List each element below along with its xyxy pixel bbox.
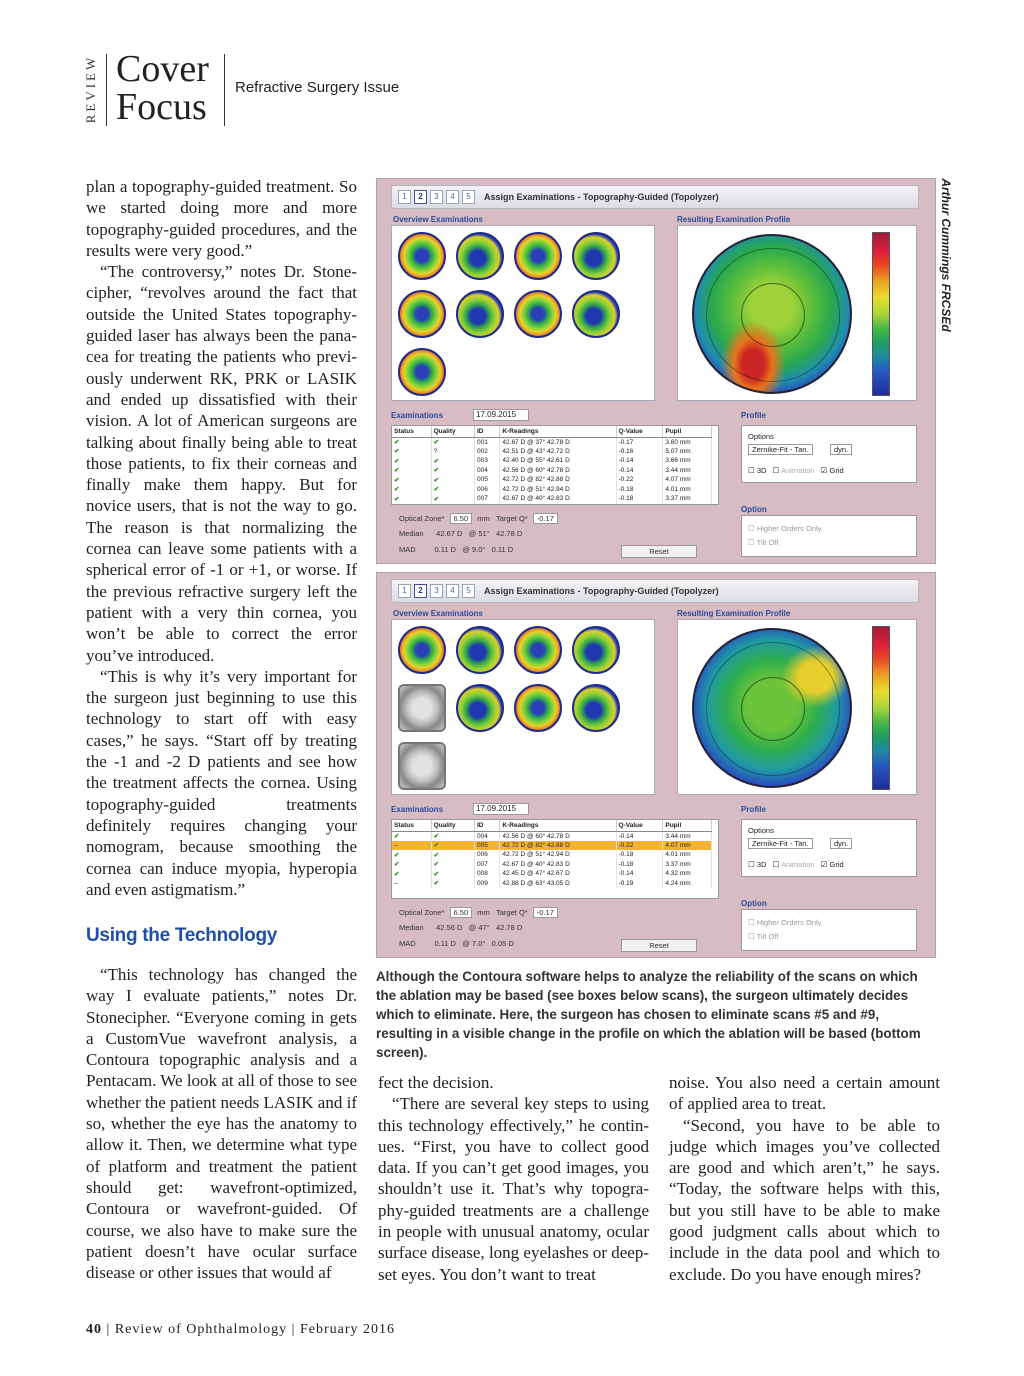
table-cell: 004 [474, 831, 499, 841]
figure-caption: Although the Contoura software helps to analyze the reliability of the scans on which the ablation may be based (see boxes below scans), the surgeon ultimately decides which to eliminate. Here, the surgeon has chosen to eliminate scans #5 and #9, resulting in a visible change in the profile on which the ablation will be based (bottom screen). [376, 969, 921, 1060]
profile-options: Options Zernike-Fit - Tan. dyn. ☐ 3D ☐ Animation ☑ Grid [741, 819, 917, 877]
step-button: 2 [414, 584, 427, 598]
table-cell: 4.07 mm [663, 841, 712, 851]
exam-thumbnail [514, 684, 562, 732]
overview-examinations [391, 619, 655, 795]
mad-axis: @ 9.0° [462, 545, 486, 554]
table-cell: ✔ [431, 841, 474, 851]
table-cell: 003 [474, 456, 499, 466]
table-cell: ✔ [431, 437, 474, 447]
median-label: Median [399, 923, 424, 932]
table-cell: 42.56 D @ 60° 42.78 D [500, 831, 616, 841]
exam-thumbnail [572, 684, 620, 732]
table-cell: -0.14 [616, 831, 663, 841]
table-cell: 006 [474, 485, 499, 495]
option-section-label: Option [741, 505, 767, 514]
examination-profile [677, 225, 917, 401]
table-row [392, 437, 712, 447]
table-cell: 3.37 mm [663, 860, 712, 870]
paragraph: “There are several key steps to using this technology effectively,” he continues. “First, you have to collect good data. If you can’t get good images, you shouldn’t use it. That’s why topography-guided treatments are a challenge in people with unusual anatomy, ocular surface disease, long eyelashes or deep-set eyes. You don’t want to treat [378, 1094, 649, 1284]
step-button: 5 [462, 190, 475, 204]
issue-date: February 2016 [299, 1322, 395, 1337]
publication-name: Review of Ophthalmology [114, 1322, 288, 1337]
section-label: REVIEW [83, 54, 98, 124]
table-cell: ✔ [392, 831, 431, 841]
median-value: 42.78 D [495, 529, 523, 538]
table-cell: 4.32 mm [663, 869, 712, 879]
left-column-text [86, 176, 357, 900]
table-cell: 4.01 mm [663, 850, 712, 860]
table-cell: ✔ [431, 494, 474, 504]
mad-value: 0.11 D [434, 939, 456, 948]
paragraph: “Second, you have to be able to judge which images you’ve collected are good and which aren’t,” he says. “Today, the software helps with this, but you still have to be able to make good judgment calls about which to include in the data pool and which to exclude. Do you have enough mires? [669, 1115, 940, 1284]
table-cell: 42.51 D @ 43° 42.72 D [500, 447, 616, 457]
table-cell: 4.24 mm [663, 879, 712, 889]
dyn-select: dyn. [830, 838, 852, 849]
overview-label: Overview Examinations [393, 609, 483, 618]
table-row [392, 466, 712, 476]
checkbox-higher-orders: Higher Orders Only [756, 524, 822, 533]
column-header: ID [474, 426, 499, 437]
overview-label: Overview Examinations [393, 215, 483, 224]
table-cell: -0.17 [616, 437, 663, 447]
photo-credit: Arthur Cummings FRCSEd [939, 178, 953, 332]
exam-thumbnail [398, 626, 446, 674]
reset-button: Reset [621, 939, 697, 952]
exam-thumbnail [456, 290, 504, 338]
table-row [392, 485, 712, 495]
table-row [392, 841, 712, 851]
table-cell: -0.18 [616, 860, 663, 870]
mad-value: 0.11 D [491, 545, 514, 554]
paragraph: noise. You also need a certain amount of applied area to treat. [669, 1073, 940, 1114]
software-screenshot-top [376, 178, 936, 564]
table-cell: 006 [474, 850, 499, 860]
column-header: Pupil [663, 426, 712, 437]
profile-label: Resulting Examination Profile [677, 609, 791, 618]
table-cell: 3.37 mm [663, 494, 712, 504]
table-cell: – [392, 879, 431, 889]
table-cell: 3.44 mm [663, 466, 712, 476]
option-section-label: Option [741, 899, 767, 908]
table-cell: 008 [474, 869, 499, 879]
column-header: Quality [431, 820, 474, 831]
color-scale [872, 232, 890, 396]
table-row [392, 831, 712, 841]
optical-zone-panel [391, 511, 719, 559]
table-row [392, 869, 712, 879]
exam-thumbnail [514, 232, 562, 280]
column-header: K-Readings [500, 820, 616, 831]
median-label: Median [399, 529, 424, 538]
step-button: 3 [430, 584, 443, 598]
table-cell: -0.16 [616, 447, 663, 457]
checkbox-3d: 3D [756, 466, 767, 475]
paragraph: plan a topography-guided treatment. So we started doing more and more topography-guided procedures, and the results were very good.” [86, 177, 357, 260]
table-cell: 4.01 mm [663, 485, 712, 495]
dyn-select: dyn. [830, 444, 852, 455]
table-cell: 42.72 D @ 51° 42.94 D [500, 850, 616, 860]
table-cell: ✔ [392, 466, 431, 476]
table-cell: 005 [474, 841, 499, 851]
checkbox-3d: 3D [756, 860, 767, 869]
table-cell: 42.67 D @ 37° 42.78 D [500, 437, 616, 447]
table-cell: 42.56 D @ 60° 42.78 D [500, 466, 616, 476]
table-cell: ✔ [392, 860, 431, 870]
date-select: 17.09.2015 [473, 803, 529, 815]
header-divider [106, 54, 107, 126]
window-titlebar [391, 185, 919, 209]
column-header: K-Readings [500, 426, 616, 437]
checkbox-animation: Animation [781, 466, 815, 475]
exam-thumbnail-excluded [398, 684, 446, 732]
table-cell: -0.14 [616, 456, 663, 466]
optical-zone-input: 6.50 [450, 513, 473, 524]
table-cell: 007 [474, 494, 499, 504]
option-panel: ☐ Higher Orders Only ☐ Tilt Off [741, 909, 917, 951]
header-divider [224, 54, 225, 126]
mad-label: MAD [399, 545, 416, 554]
table-row [392, 879, 712, 889]
exam-thumbnail [572, 290, 620, 338]
table-body-top [392, 437, 712, 504]
table-cell: 001 [474, 437, 499, 447]
profile-section-label: Profile [741, 805, 766, 814]
table-row [392, 475, 712, 485]
table-cell: 42.72 D @ 51° 42.94 D [500, 485, 616, 495]
checkbox-animation: Animation [781, 860, 815, 869]
table-cell: ✔ [392, 869, 431, 879]
table-cell: ✔ [431, 850, 474, 860]
exam-thumbnail [456, 684, 504, 732]
mad-label: MAD [399, 939, 416, 948]
column-header: Status [392, 426, 431, 437]
profile-options: Options Zernike-Fit - Tan. dyn. ☐ 3D ☐ Animation ☑ Grid [741, 425, 917, 483]
issue-title: Refractive Surgery Issue [235, 79, 400, 96]
exam-thumbnail [456, 232, 504, 280]
table-cell: 009 [474, 879, 499, 889]
column-header: Q-Value [616, 820, 663, 831]
exam-thumbnail [398, 232, 446, 280]
color-scale [872, 626, 890, 790]
overview-examinations [391, 225, 655, 401]
table-row [392, 447, 712, 457]
optical-zone-panel [391, 905, 719, 953]
examinations-table [391, 425, 719, 505]
examinations-label: Examinations [391, 411, 444, 420]
optical-zone-input: 6.50 [450, 907, 473, 918]
checkbox-grid: Grid [829, 860, 844, 869]
table-cell: 3.60 mm [663, 437, 712, 447]
checkbox-tilt-off: Tilt Off [756, 932, 779, 941]
target-q-input: -0.17 [533, 513, 558, 524]
left-column-text-2 [86, 964, 357, 1283]
paragraph: “This technology has changed the way I evaluate patients,” notes Dr. Stonecipher. “Everyone coming in gets a CustomVue wavefront analysis, a Contoura topographic analysis and a Pentacam. We look at all of those to see whether the patient needs LASIK and if so, whether the eye has the anatomy to allow it. Then, we determine what type of platform and treatment the patient should get: wavefront-optimized, Contoura or wavefront-guided. Of course, we also have to make sure the patient doesn’t have ocular surface disease or other issues that would af [86, 965, 357, 1283]
paragraph: “The controversy,” notes Dr. Stonecipher, “revolves around the fact that outside the United States topography-guided laser has always been the panacea for treating the patients who previously underwent RK, PRK or LASIK and ended up dissatisfied with their vision. A lot of American surgeons are talking about finally being able to treat those patients, to fix their corneas and finally make them happy. But for novice users, that is not the way to go. The reason is that normalizing the cornea can leave some patients with a spherical error of -1 or +1, or worse. If the previous refractive surgery left the patient with a very thin cornea, you won’t be able to correct the error you’ve introduced. [86, 262, 357, 665]
table-cell: ✔ [431, 869, 474, 879]
corneal-map [692, 628, 852, 788]
table-cell: 42.45 D @ 47° 42.67 D [500, 869, 616, 879]
table-body-bottom [392, 831, 712, 888]
right-column-text [669, 1072, 940, 1285]
step-button: 4 [446, 584, 459, 598]
options-label: Options [748, 826, 774, 835]
corneal-map [692, 234, 852, 394]
table-cell: – [392, 841, 431, 851]
exam-thumbnail [398, 290, 446, 338]
target-q-label: Target Q* [496, 908, 528, 917]
exam-thumbnail [572, 626, 620, 674]
table-cell: -0.14 [616, 869, 663, 879]
optical-zone-unit: mm [477, 514, 490, 523]
table-cell: 42.67 D @ 40° 42.83 D [500, 860, 616, 870]
exam-thumbnail [514, 290, 562, 338]
column-header: Q-Value [616, 426, 663, 437]
optical-zone-unit: mm [477, 908, 490, 917]
median-value: 42.56 D [436, 923, 463, 932]
examinations-table [391, 819, 719, 899]
profile-section-label: Profile [741, 411, 766, 420]
mad-value: 0.11 D [434, 545, 456, 554]
median-value: 42.67 D [436, 529, 463, 538]
column-header: Pupil [663, 820, 712, 831]
reset-button: Reset [621, 545, 697, 558]
profile-label: Resulting Examination Profile [677, 215, 791, 224]
table-cell: 005 [474, 475, 499, 485]
table-row [392, 850, 712, 860]
target-q-input: -0.17 [533, 907, 558, 918]
examination-profile [677, 619, 917, 795]
optical-zone-label: Optical Zone* [399, 514, 445, 523]
window-title: Assign Examinations - Topography-Guided (Topolyzer) [484, 192, 719, 202]
optical-zone-label: Optical Zone* [399, 908, 445, 917]
page-number: 40 [86, 1322, 102, 1337]
table-cell: 002 [474, 447, 499, 457]
table-cell: ? [431, 447, 474, 457]
table-cell: ✔ [431, 475, 474, 485]
checkbox-grid: Grid [829, 466, 844, 475]
fit-select: Zernike-Fit - Tan. [748, 838, 813, 849]
table-cell: ✔ [431, 485, 474, 495]
step-button: 1 [398, 584, 411, 598]
table-cell: ✔ [392, 475, 431, 485]
window-title: Assign Examinations - Topography-Guided (Topolyzer) [484, 586, 719, 596]
column-header: ID [474, 820, 499, 831]
table-cell: ✔ [392, 850, 431, 860]
table-row [392, 456, 712, 466]
table-cell: ✔ [431, 831, 474, 841]
table-cell: -0.14 [616, 466, 663, 476]
department-title: Cover Focus [116, 48, 209, 128]
table-cell: ✔ [392, 456, 431, 466]
fit-select: Zernike-Fit - Tan. [748, 444, 813, 455]
exam-thumbnail [514, 626, 562, 674]
table-cell: -0.18 [616, 850, 663, 860]
table-cell: ✔ [392, 437, 431, 447]
median-axis: @ 51° [468, 529, 490, 538]
table-cell: 4.07 mm [663, 475, 712, 485]
table-cell: ✔ [431, 860, 474, 870]
median-value: 42.78 D [495, 923, 523, 932]
page-footer: 40 | Review of Ophthalmology | February 2016 [86, 1322, 395, 1337]
exam-thumbnail [456, 626, 504, 674]
options-label: Options [748, 432, 774, 441]
table-cell: 004 [474, 466, 499, 476]
table-cell: -0.18 [616, 485, 663, 495]
step-button: 3 [430, 190, 443, 204]
table-cell: 5.07 mm [663, 447, 712, 457]
date-select: 17.09.2015 [473, 409, 529, 421]
table-cell: -0.22 [616, 475, 663, 485]
software-screenshot-bottom [376, 572, 936, 958]
median-axis: @ 47° [468, 923, 490, 932]
step-button: 5 [462, 584, 475, 598]
exam-thumbnail [398, 348, 446, 396]
examinations-label: Examinations [391, 805, 444, 814]
window-titlebar [391, 579, 919, 603]
mad-value: 0.05 D [491, 939, 514, 948]
target-q-label: Target Q* [496, 514, 528, 523]
table-cell: ✔ [392, 485, 431, 495]
paragraph: fect the decision. [378, 1073, 494, 1092]
table-cell: 007 [474, 860, 499, 870]
mad-axis: @ 7.0° [462, 939, 486, 948]
checkbox-higher-orders: Higher Orders Only [756, 918, 822, 927]
table-cell: 42.88 D @ 63° 43.05 D [500, 879, 616, 889]
table-row [392, 860, 712, 870]
option-panel: ☐ Higher Orders Only ☐ Tilt Off [741, 515, 917, 557]
table-cell: 42.67 D @ 40° 42.83 D [500, 494, 616, 504]
table-cell: ✔ [431, 456, 474, 466]
column-header: Status [392, 820, 431, 831]
table-cell: -0.18 [616, 494, 663, 504]
table-cell: 42.72 D @ 82° 42.88 D [500, 841, 616, 851]
step-button: 1 [398, 190, 411, 204]
table-cell: ✔ [431, 879, 474, 889]
checkbox-tilt-off: Tilt Off [756, 538, 779, 547]
table-cell: 3.66 mm [663, 456, 712, 466]
column-header: Quality [431, 426, 474, 437]
table-cell: 42.40 D @ 55° 42.61 D [500, 456, 616, 466]
middle-column-text [378, 1072, 649, 1285]
table-cell: 3.44 mm [663, 831, 712, 841]
exam-thumbnail [572, 232, 620, 280]
subheading: Using the Technology [86, 925, 278, 946]
table-cell: 42.72 D @ 82° 42.88 D [500, 475, 616, 485]
table-cell: ✔ [392, 447, 431, 457]
exam-thumbnail-excluded [398, 742, 446, 790]
table-cell: ✔ [431, 466, 474, 476]
paragraph: “This is why it’s very important for the surgeon just beginning to use this technology to start off with easy cases,” he says. “Start off by treating the -1 and -2 D patients and see how the treatment affects the cornea. Using topography-guided treatments definitely requires changing your nomogram, because smoothing the cornea can induce myopia, hyperopia and even astigmatism.” [86, 666, 357, 899]
table-cell: -0.22 [616, 841, 663, 851]
step-button: 4 [446, 190, 459, 204]
step-button: 2 [414, 190, 427, 204]
table-row [392, 494, 712, 504]
table-cell: -0.19 [616, 879, 663, 889]
table-cell: ✔ [392, 494, 431, 504]
